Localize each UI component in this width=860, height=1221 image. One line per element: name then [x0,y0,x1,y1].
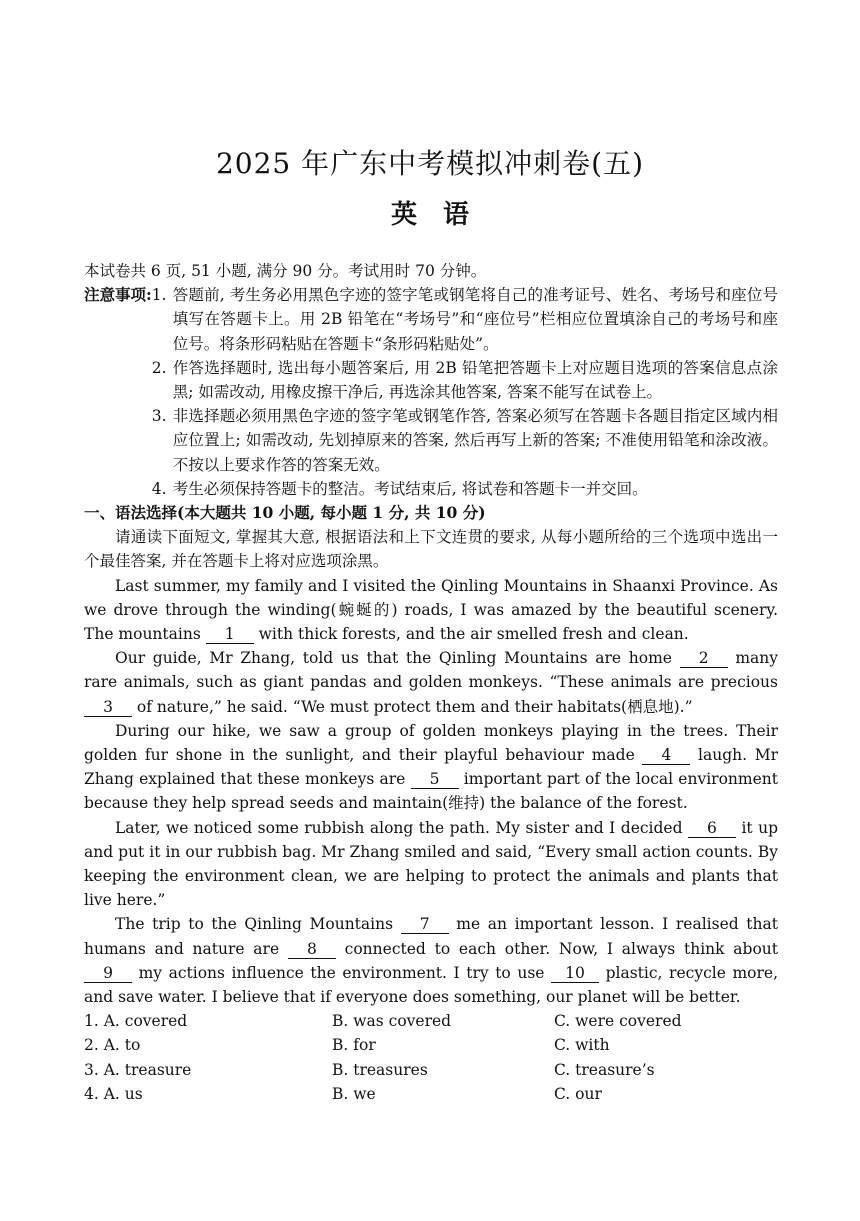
passage-text: my actions influence the environment. I try to use [132,963,552,982]
notice-label: 注意事项: [84,285,152,305]
passage-text: it up and put it in our rubbish bag. Mr Zhang smiled and said, “Every small action counts. By keeping the environment clean, we are helping to protect the animals and plants that live here.” [84,818,778,910]
notice-item-text: 作答选择题时, 选出每小题答案后, 用 2B 铅笔把答题卡上对应题目选项的答案信息点涂黑; 如需改动, 用橡皮擦干净后, 再选涂其他答案, 答案不能写在试卷上。 [172,358,778,402]
notice-item-text: 考生必须保持答题卡的整洁。考试结束后, 将试卷和答题卡一并交回。 [172,479,648,498]
passage-text: connected to each other. Now, I always think about [335,939,778,958]
option-b: B. for [332,1036,376,1055]
passage-text: important part of the local environment because they help spread seeds and maintain(维持) the balance of the forest. [84,770,778,813]
option-c: C. with [554,1036,610,1055]
answer-blank-2: 2 [680,649,728,668]
passage-text: laugh. Mr Zhang explained that these monkeys are [84,746,778,789]
notice-item-text: 非选择题必须用黑色字迹的签字笔或钢笔作答, 答案必须写在答题卡各题目指定区域内相应位置上; 如需改动, 先划掉原来的答案, 然后再写上新的答案; 不准使用铅笔和涂改液。不按以上要求作答的答案无效。 [172,407,778,474]
answer-blank-1: 1 [206,625,254,644]
passage-paragraph-3 [84,719,778,816]
option-row [84,1009,778,1033]
notice-item [152,404,778,477]
option-c: C. treasure’s [554,1060,655,1079]
passage-text: Our guide, Mr Zhang, told us that the Qinling Mountains are home [115,649,680,668]
page-title: 2025 年广东中考模拟冲刺卷(五) [215,147,644,180]
option-a: 2. A. to [84,1036,141,1055]
notice-item-number: 4. [151,479,167,498]
passage-text: with thick forests, and the air smelled fresh and clean. [253,625,689,644]
notice-item [152,283,778,356]
notice-item-number: 1. [151,286,167,305]
passage-text: me an important lesson. I realised that humans and nature are [84,915,778,958]
notice-item-text: 答题前, 考生务必用黑色字迹的签字笔或钢笔将自己的准考证号、姓名、考场号和座位号填写在答题卡上。用 2B 铅笔在“考场号”和“座位号”栏相应位置填涂自己的考场号和座位号。将条形码粘贴在答题卡“条形码粘贴处”。 [172,286,778,353]
passage-paragraph-5 [84,912,778,1009]
option-a: 1. A. covered [84,1012,188,1031]
answer-blank-9: 9 [84,964,132,983]
option-row [84,1033,778,1057]
notice-item [152,477,778,501]
exam-intro: 本试卷共 6 页, 51 小题, 满分 90 分。考试用时 70 分钟。 [84,262,487,280]
notice-item [152,356,778,404]
notice-item-number: 3. [151,407,167,426]
passage-paragraph-2 [84,646,778,719]
answer-blank-7: 7 [401,915,449,934]
option-row [84,1082,778,1106]
notice-block [84,283,778,501]
exam-body [84,259,778,1106]
passage-text: of nature,” he said. “We must protect them and their habitats(栖息地).” [132,697,693,716]
option-c: C. were covered [554,1012,682,1031]
answer-blank-5: 5 [411,770,459,789]
passage-text: During our hike, we saw a group of golden monkeys playing in the trees. Their golden fur shone in the sunlight, and their playful behaviour made [84,721,778,765]
subject-title: 英 语 [390,200,469,230]
passage-paragraph-1 [84,574,778,647]
option-b: B. treasures [332,1060,428,1079]
section-heading: 一、语法选择(本大题共 10 小题, 每小题 1 分, 共 10 分) [84,503,486,523]
passage-paragraph-4 [84,816,778,913]
passage-text: Later, we noticed some rubbish along the path. My sister and I decided [115,818,688,837]
option-a: 3. A. treasure [84,1060,192,1079]
answer-blank-8: 8 [288,940,336,959]
answer-blank-10: 10 [551,964,599,983]
notice-list [152,283,778,501]
answer-blank-6: 6 [688,819,736,838]
option-row [84,1058,778,1082]
answer-blank-4: 4 [642,746,690,765]
option-a: 4. A. us [84,1084,143,1103]
section-instruction: 请通读下面短文, 掌握其大意, 根据语法和上下文连贯的要求, 从每小题所给的三个选项中选出一个最佳答案, 并在答题卡上将对应选项涂黑。 [84,528,778,571]
notice-item-number: 2. [151,358,167,377]
option-b: B. we [332,1084,376,1103]
passage-text: many rare animals, such as giant pandas and golden monkeys. “These animals are precious [84,649,778,692]
answer-blank-3: 3 [84,698,132,717]
option-b: B. was covered [332,1012,452,1031]
passage-text: The trip to the Qinling Mountains [115,915,401,934]
answer-options [84,1009,778,1106]
passage-text: Last summer, my family and I visited the Qinling Mountains in Shaanxi Province. As we drove through the winding(蜿蜒的) roads, I was amazed by the beautiful scenery. The mountains [84,576,778,644]
passage-text: plastic, recycle more, and save water. I believe that if everyone does something, our planet will be better. [84,963,778,1007]
option-c: C. our [554,1084,602,1103]
